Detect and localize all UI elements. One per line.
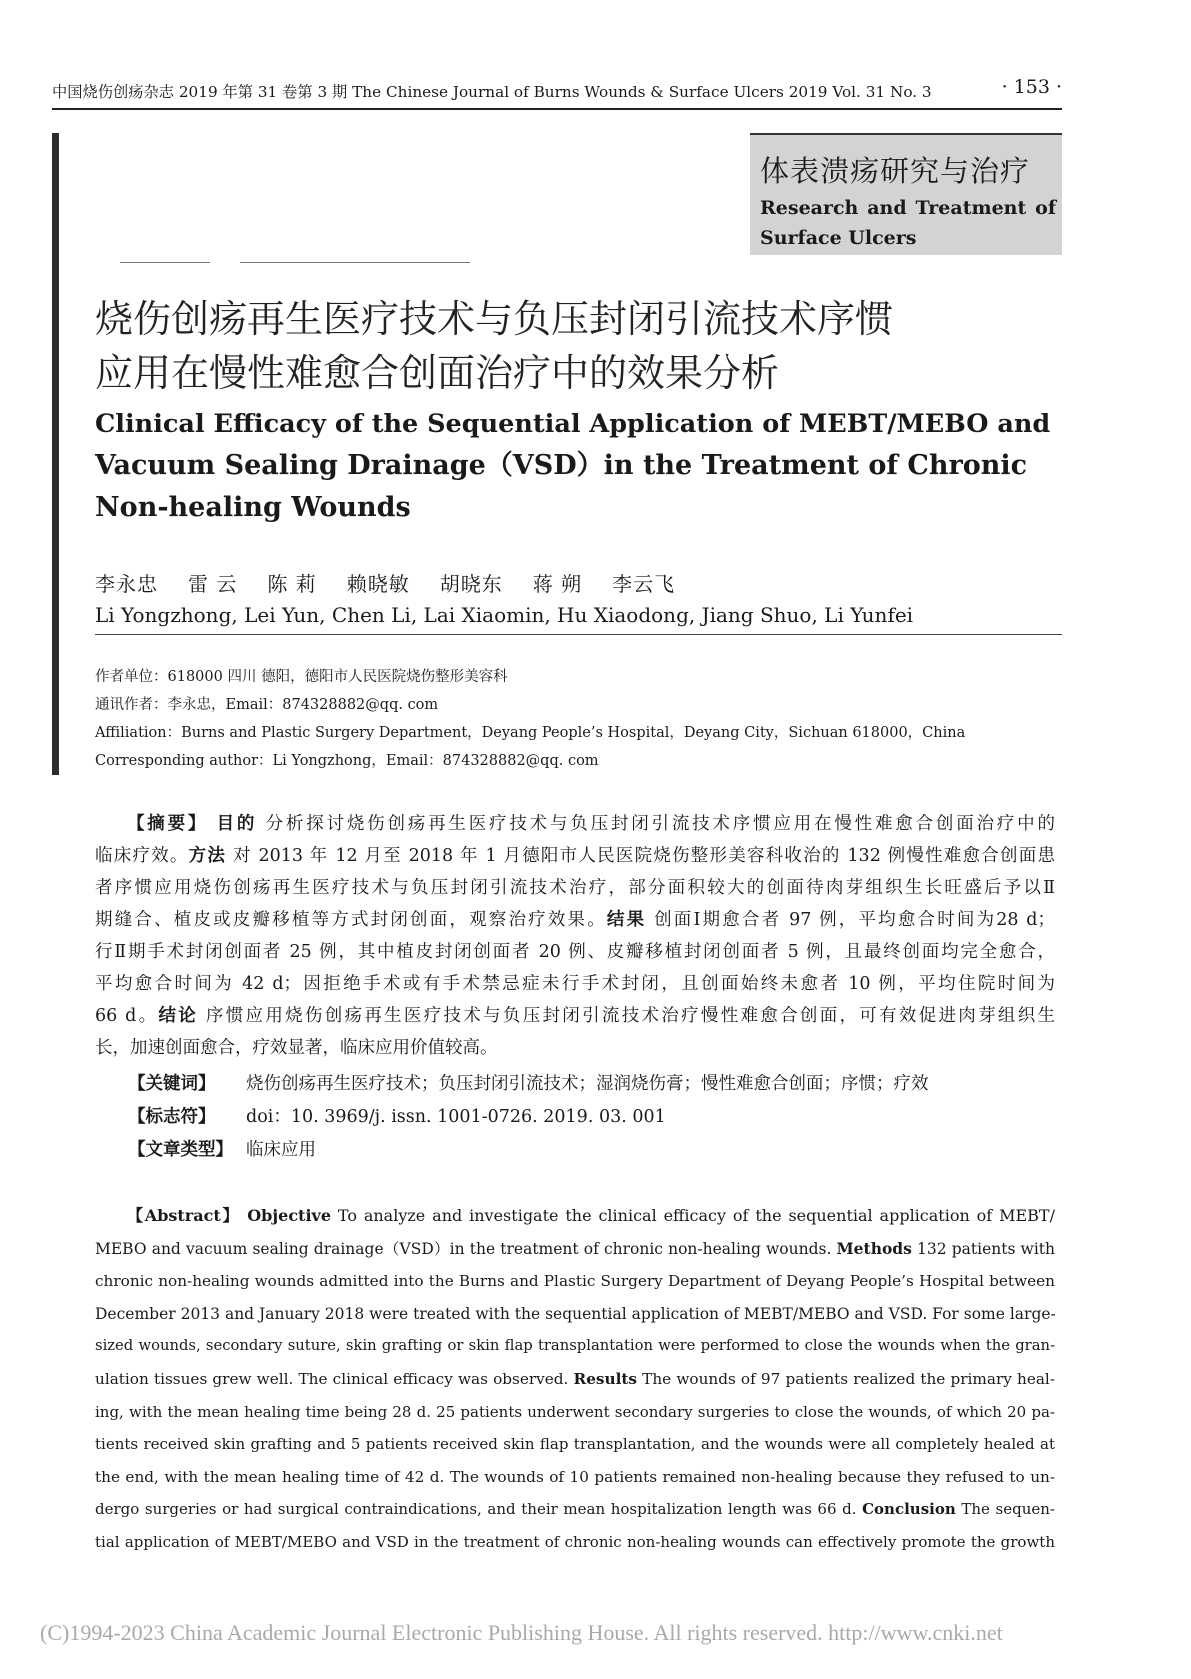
abstract-zh-line: 者序惯应用烧伤创疡再生医疗技术与负压封闭引流技术治疗，部分面积较大的创面待肉芽组织生长旺盛后予以Ⅱ: [95, 878, 1055, 898]
author-zh: 蒋 朔: [532, 572, 583, 596]
faint-line-1: [120, 262, 210, 263]
heading-results-en: Results: [573, 1370, 638, 1388]
identifier-row: 【标志符】 doi：10. 3969/j. issn. 1001-0726. 2019. 03. 001: [128, 1107, 666, 1127]
keywords-row: 【关键词】 烧伤创疡再生医疗技术；负压封闭引流技术；湿润烧伤膏；慢性难愈合创面；序惯；疗效: [128, 1074, 929, 1094]
abstract-en-line: MEBO and vacuum sealing drainage（VSD）in the treatment of chronic non-healing wounds. Methods 132 patients with: [95, 1238, 1055, 1258]
title-en-line1: Clinical Efficacy of the Sequential Application of MEBT/MEBO and: [95, 409, 1051, 439]
heading-conclusion-zh: 结论: [158, 1006, 199, 1026]
journal-citation: 中国烧伤创疡杂志 2019 年第 31 卷第 3 期 The Chinese Journal of Burns Wounds & Surface Ulcers 2019 Vol. 31 No. 3: [52, 83, 932, 101]
heading-objective-en: Objective: [247, 1206, 331, 1225]
faint-line-2: [240, 262, 470, 263]
abstract-en-label: 【Abstract】: [127, 1206, 241, 1225]
authors-rule: [95, 634, 1062, 635]
abstract-en-line: the end, with the mean healing time of 42 d. The wounds of 10 patients remained non-healing because they refused to un-: [95, 1467, 1055, 1486]
abstract-en-line: 【Abstract】 Objective To analyze and investigate the clinical efficacy of the sequential application of MEBT/: [127, 1206, 1055, 1225]
column-title-en-line1: Research and Treatment of: [760, 197, 1056, 219]
abstract-zh-line: 行Ⅱ期手术封闭创面者 25 例，其中植皮封闭创面者 20 例、皮瓣移植封闭创面者 5 例，且最终创面均完全愈合，: [95, 942, 1055, 962]
abstract-en-line: chronic non-healing wounds admitted into the Burns and Plastic Surgery Department of Deyang People’s Hospital between: [95, 1272, 1055, 1291]
heading-results-zh: 结果: [606, 910, 647, 930]
author-zh: 雷 云: [188, 572, 238, 596]
abstract-en-line: tial application of MEBT/MEBO and VSD in the treatment of chronic non-healing wounds can effectively promote the growth: [95, 1533, 1055, 1551]
abstract-zh-label: 【摘要】: [127, 814, 209, 834]
header-rule: [52, 108, 1062, 110]
authors-en: Li Yongzhong, Lei Yun, Chen Li, Lai Xiaomin, Hu Xiaodong, Jiang Shuo, Li Yunfei: [95, 603, 914, 627]
column-title-en-line2: Surface Ulcers: [760, 227, 917, 249]
authors-zh: [95, 568, 995, 597]
heading-conclusion-en: Conclusion: [862, 1500, 956, 1519]
corresponding-en: Corresponding author：Li Yongzhong，Email：874328882@qq. com: [95, 753, 599, 769]
copyright-watermark: (C)1994-2023 China Academic Journal Electronic Publishing House. All rights reserved. http://www.cnki.net: [40, 1620, 1003, 1645]
title-zh-line2: 应用在慢性难愈合创面治疗中的效果分析: [95, 351, 780, 395]
abstract-en-line: sized wounds, secondary suture, skin grafting or skin flap transplantation were performed to close the wounds when the gran-: [95, 1337, 1055, 1355]
abstract-zh-line: 临床疗效。方法 对 2013 年 12 月至 2018 年 1 月德阳市人民医院烧伤整形美容科收治的 132 例慢性难愈合创面患: [95, 846, 1055, 866]
column-label-box: [750, 133, 1062, 255]
abstract-en-line: ulation tissues grew well. The clinical efficacy was observed. Results The wounds of 97 patients realized the primary heal-: [95, 1370, 1055, 1388]
running-head: [52, 76, 1062, 102]
abstract-zh-line: 期缝合、植皮或皮瓣移植等方式封闭创面，观察治疗效果。结果 创面Ⅰ期愈合者 97 例，平均愈合时间为28 d；: [95, 910, 1056, 930]
abstract-zh-line: 长，加速创面愈合，疗效显著，临床应用价值较高。: [95, 1038, 498, 1058]
column-title-zh: 体表溃疡研究与治疗: [760, 154, 1031, 188]
abstract-en-line: December 2013 and January 2018 were treated with the sequential application of MEBT/MEBO and VSD. For some large-: [95, 1304, 1056, 1323]
heading-methods-zh: 方法: [188, 846, 227, 866]
title-en-line3: Non-healing Wounds: [95, 492, 411, 523]
title-en-line2: Vacuum Sealing Drainage（VSD）in the Treatment of Chronic: [95, 450, 1028, 481]
abstract-zh-line: 【摘要】 目的 分析探讨烧伤创疡再生医疗技术与负压封闭引流技术序惯应用在慢性难愈合创面治疗中的: [127, 814, 1055, 834]
author-zh: 李永忠: [95, 572, 158, 596]
author-zh: 赖晓敏: [346, 572, 410, 596]
title-zh-line1: 烧伤创疡再生医疗技术与负压封闭引流技术序惯: [95, 297, 894, 341]
abstract-zh-line: 平均愈合时间为 42 d；因拒绝手术或有手术禁忌症未行手术封闭，且创面始终未愈者 10 例，平均住院时间为: [95, 974, 1055, 994]
abstract-en-line: tients received skin grafting and 5 patients received skin flap transplantation, and the wounds were all completely healed at: [95, 1435, 1055, 1454]
corresponding-zh: 通讯作者：李永忠，Email：874328882@qq. com: [95, 697, 439, 713]
abstract-en-line: dergo surgeries or had surgical contraindications, and their mean hospitalization length was 66 d. Conclusion The sequen-: [95, 1500, 1055, 1519]
author-zh: 胡晓东: [439, 572, 503, 596]
author-zh: 李云飞: [612, 572, 676, 596]
affiliation-en: Affiliation：Burns and Plastic Surgery Department，Deyang People’s Hospital，Deyang City，Sichuan 618000，China: [95, 725, 966, 741]
left-margin-bar: [52, 133, 59, 775]
abstract-en-line: ing, with the mean healing time being 28 d. 25 patients underwent secondary surgeries to close the wounds, of which 20 pa-: [95, 1402, 1055, 1421]
article-type-row: 【文章类型】 临床应用: [128, 1140, 316, 1160]
heading-objective-zh: 目的: [216, 814, 258, 834]
affiliation-zh: 作者单位：618000 四川 德阳，德阳市人民医院烧伤整形美容科: [95, 669, 508, 685]
page-number: · 153 ·: [1001, 76, 1062, 98]
author-zh: 陈 莉: [267, 572, 317, 596]
heading-methods-en: Methods: [836, 1238, 912, 1258]
abstract-zh-line: 66 d。结论 序惯应用烧伤创疡再生医疗技术与负压封闭引流技术治疗慢性难愈合创面，可有效促进肉芽组织生: [95, 1006, 1055, 1026]
